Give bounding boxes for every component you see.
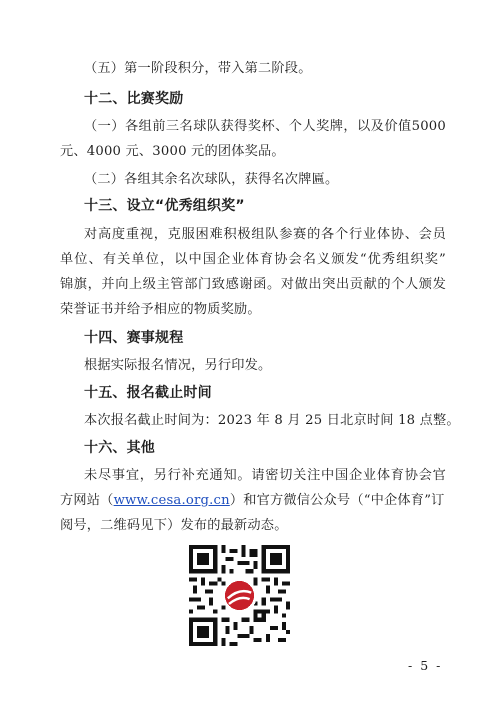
paragraph-other-line2 [60,492,446,510]
paragraph-awards-line1: （一）各组前三名球队获得奖杯、个人奖牌，以及价值5000 [84,119,446,134]
heading-section-16: 十六、其他 [84,440,155,456]
paragraph-org-award-line1: 对高度重视，克服困难积极组队参赛的各个行业体协、会员 [84,227,446,242]
qr-code-icon [189,545,290,646]
heading-section-12: 十二、比赛奖励 [84,91,184,107]
paragraph-org-award-line2: 单位、有关单位，以中国企业体育协会名义颁发“优秀组织奖” [60,252,446,267]
paragraph-org-award-line4: 荣誉证书并给予相应的物质奖励。 [60,302,261,317]
paragraph-deadline: 本次报名截止时间为：2023 年 8 月 25 日北京时间 18 点整。 [84,413,460,428]
paragraph-other-line1: 未尽事宜，另行补充通知。请密切关注中国企业体育协会官 [84,468,446,483]
paragraph-other-line3: 阅号，二维码见下）发布的最新动态。 [60,518,288,533]
website-link[interactable]: www.cesa.org.cn [113,493,230,508]
paragraph-org-award-line3: 锦旗，并向上级主管部门致感谢函。对做出突出贡献的个人颁发 [60,277,446,292]
paragraph-rules: 根据实际报名情况，另行印发。 [84,358,272,373]
text-fragment: 方网站（ [60,493,114,508]
paragraph-awards-line2: 元、4000 元、3000 元的团体奖品。 [60,144,285,159]
heading-section-14: 十四、赛事规程 [84,330,184,346]
page-number: - 5 - [408,658,443,673]
text-fragment: ）和官方微信公众号（“中企体育”订 [229,493,445,508]
heading-section-13: 十三、设立“优秀组织奖” [84,198,245,214]
paragraph-plaques: （二）各组其余名次球队，获得名次牌匾。 [84,172,339,187]
heading-section-15: 十五、报名截止时间 [84,385,212,401]
paragraph-stage-points: （五）第一阶段积分，带入第二阶段。 [84,61,312,76]
